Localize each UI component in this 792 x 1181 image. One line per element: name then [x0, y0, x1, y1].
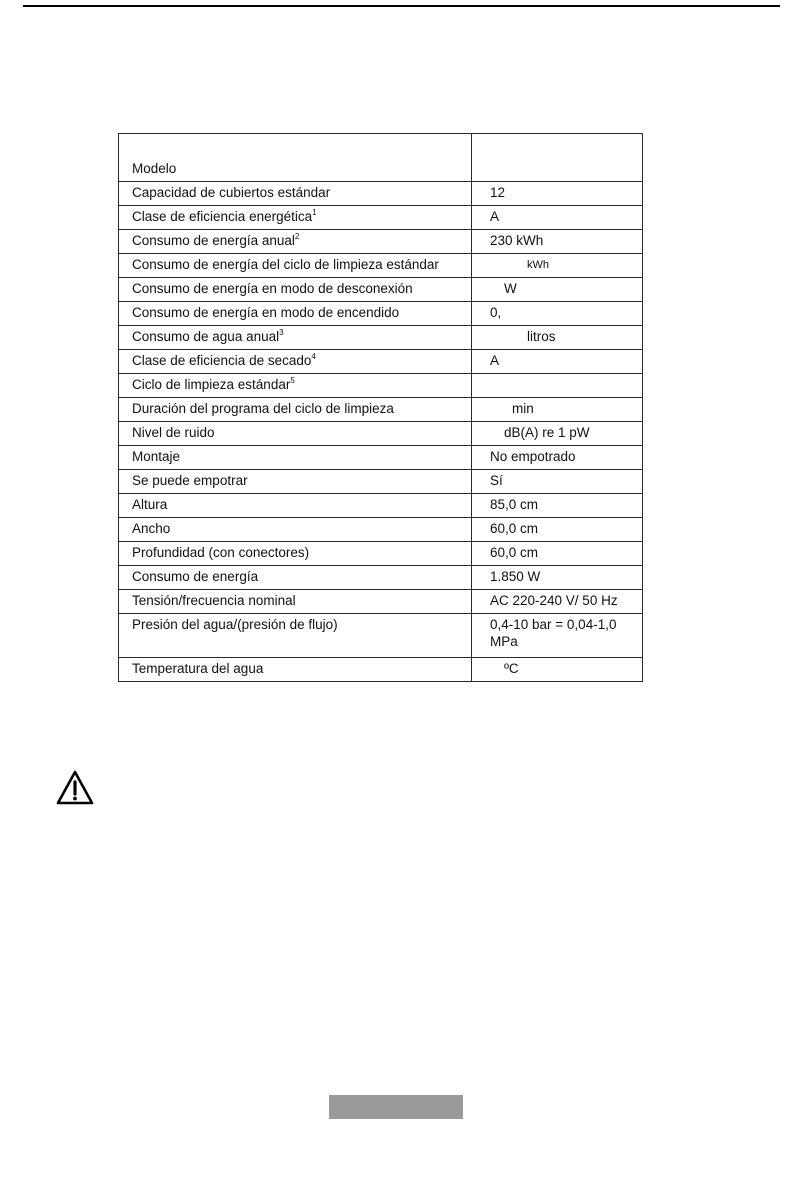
table-row [119, 230, 643, 254]
spec-label: Temperatura del agua [119, 658, 472, 682]
spec-label: Consumo de energía en modo de encendido [119, 302, 472, 326]
table-row [119, 446, 643, 470]
spec-label: Consumo de energía del ciclo de limpieza estándar [119, 254, 472, 278]
spec-value: kWh [472, 254, 643, 278]
spec-label: Modelo [119, 134, 472, 182]
spec-label: Tensión/frecuencia nominal [119, 590, 472, 614]
specifications-table [118, 133, 643, 682]
spec-label: Consumo de energía [119, 566, 472, 590]
footnote-marker: 5 [290, 376, 295, 386]
table-row [119, 518, 643, 542]
table-row [119, 278, 643, 302]
spec-value: Sí [472, 470, 643, 494]
table-row [119, 658, 643, 682]
table-row [119, 398, 643, 422]
spec-label: Clase de eficiencia de secado$^4$ [119, 350, 472, 374]
table-row [119, 326, 643, 350]
spec-label: Altura [119, 494, 472, 518]
spec-value: 60,0 cm [472, 518, 643, 542]
spec-value: 0, [472, 302, 643, 326]
table-row [119, 254, 643, 278]
spec-value: min [472, 398, 643, 422]
top-rule [23, 5, 780, 7]
footnote-marker: 4 [311, 352, 316, 362]
spec-value: 12 [472, 182, 643, 206]
table-row-model [119, 134, 643, 182]
spec-label: Ancho [119, 518, 472, 542]
spec-label: Profundidad (con conectores) [119, 542, 472, 566]
table-row [119, 350, 643, 374]
table-row [119, 470, 643, 494]
table-row [119, 566, 643, 590]
spec-label: Ciclo de limpieza estándar$^5$ [119, 374, 472, 398]
spec-label: Capacidad de cubiertos estándar [119, 182, 472, 206]
table-row [119, 614, 643, 658]
spec-value: A [472, 206, 643, 230]
spec-label: Presión del agua/(presión de flujo) [119, 614, 472, 658]
spec-value: 230 kWh [472, 230, 643, 254]
table-row [119, 590, 643, 614]
spec-label: Consumo de energía anual$^2$ [119, 230, 472, 254]
table-row [119, 494, 643, 518]
spec-value: 1.850 W [472, 566, 643, 590]
spec-value [472, 374, 643, 398]
table-row [119, 422, 643, 446]
spec-label: Se puede empotrar [119, 470, 472, 494]
spec-label: Consumo de energía en modo de desconexión [119, 278, 472, 302]
spec-label: Montaje [119, 446, 472, 470]
spec-value: No empotrado [472, 446, 643, 470]
footnote-marker: 1 [312, 208, 317, 218]
warning-triangle-icon [55, 769, 95, 807]
spec-label: Nivel de ruido [119, 422, 472, 446]
spec-label: Consumo de agua anual$^3$ [119, 326, 472, 350]
spec-label: Duración del programa del ciclo de limpieza [119, 398, 472, 422]
table-row [119, 182, 643, 206]
spec-value: 60,0 cm [472, 542, 643, 566]
spec-value: ºC [472, 658, 643, 682]
footnote-marker: 2 [294, 232, 300, 242]
spec-value: dB(A) re 1 pW [472, 422, 643, 446]
table-row [119, 542, 643, 566]
table-row [119, 374, 643, 398]
spec-label: Clase de eficiencia energética$^1$ [119, 206, 472, 230]
footer-page-bar [329, 1095, 463, 1119]
footnote-marker: 3 [279, 328, 284, 338]
table-row [119, 206, 643, 230]
spec-value: 85,0 cm [472, 494, 643, 518]
spec-value: A [472, 350, 643, 374]
spec-value: litros [472, 326, 643, 350]
spec-value: AC 220-240 V/ 50 Hz [472, 590, 643, 614]
spec-value: W [472, 278, 643, 302]
spec-value: 0,4-10 bar = 0,04-1,0 MPa [472, 614, 643, 658]
spec-value [472, 134, 643, 182]
table-row [119, 302, 643, 326]
